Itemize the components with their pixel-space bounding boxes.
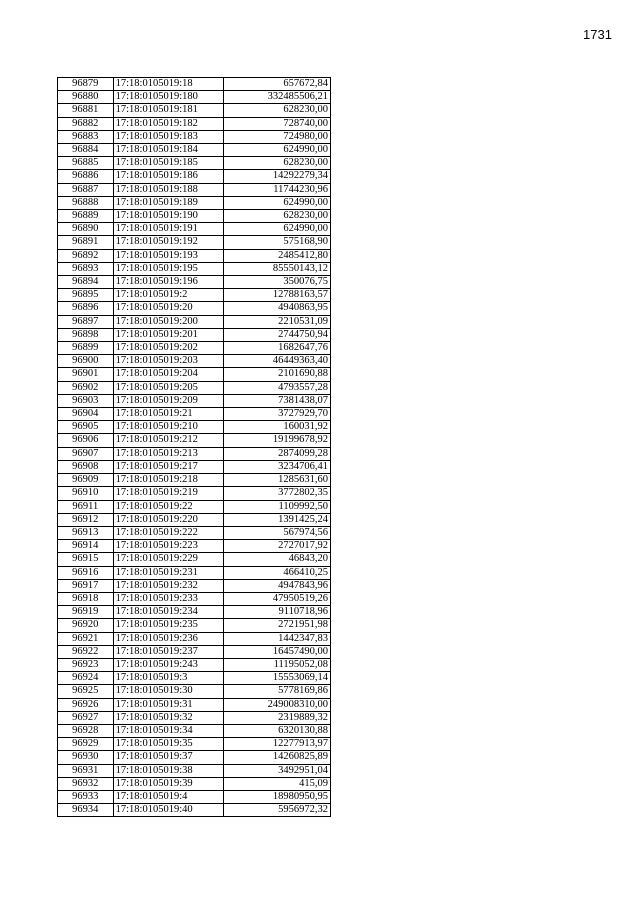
- cadastral-value: 332485506,21: [223, 91, 330, 104]
- cadastral-value: 14260825,89: [223, 751, 330, 764]
- row-number: 96883: [58, 130, 114, 143]
- row-number: 96879: [58, 78, 114, 91]
- cadastral-number: 17:18:0105019:4: [113, 790, 223, 803]
- cadastral-number: 17:18:0105019:192: [113, 236, 223, 249]
- table-row: [58, 658, 331, 671]
- table-row: [58, 724, 331, 737]
- cadastral-value: 567974,56: [223, 526, 330, 539]
- row-number: 96894: [58, 276, 114, 289]
- cadastral-number: 17:18:0105019:35: [113, 738, 223, 751]
- row-number: 96890: [58, 223, 114, 236]
- row-number: 96886: [58, 170, 114, 183]
- row-number: 96915: [58, 553, 114, 566]
- cadastral-value: 2744750,94: [223, 328, 330, 341]
- table-row: [58, 381, 331, 394]
- table-row: [58, 91, 331, 104]
- row-number: 96901: [58, 368, 114, 381]
- cadastral-number: 17:18:0105019:217: [113, 460, 223, 473]
- row-number: 96893: [58, 262, 114, 275]
- cadastral-value: 466410,25: [223, 566, 330, 579]
- table-row: [58, 738, 331, 751]
- cadastral-value: 2101690,88: [223, 368, 330, 381]
- row-number: 96918: [58, 592, 114, 605]
- cadastral-number: 17:18:0105019:190: [113, 210, 223, 223]
- cadastral-number: 17:18:0105019:21: [113, 408, 223, 421]
- table-row: [58, 672, 331, 685]
- table-row: [58, 421, 331, 434]
- table-row: [58, 170, 331, 183]
- cadastral-number: 17:18:0105019:37: [113, 751, 223, 764]
- row-number: 96882: [58, 117, 114, 130]
- cadastral-value: 160031,92: [223, 421, 330, 434]
- row-number: 96920: [58, 619, 114, 632]
- table-row: [58, 645, 331, 658]
- cadastral-value: 628230,00: [223, 210, 330, 223]
- cadastral-number: 17:18:0105019:191: [113, 223, 223, 236]
- row-number: 96930: [58, 751, 114, 764]
- cadastral-number: 17:18:0105019:196: [113, 276, 223, 289]
- table-row: [58, 368, 331, 381]
- table-row: [58, 777, 331, 790]
- table-row: [58, 210, 331, 223]
- cadastral-number: 17:18:0105019:184: [113, 144, 223, 157]
- row-number: 96910: [58, 487, 114, 500]
- table-row: [58, 315, 331, 328]
- cadastral-number: 17:18:0105019:188: [113, 183, 223, 196]
- row-number: 96887: [58, 183, 114, 196]
- row-number: 96891: [58, 236, 114, 249]
- cadastral-value: 2874099,28: [223, 447, 330, 460]
- page-number: 1731: [583, 27, 612, 42]
- row-number: 96932: [58, 777, 114, 790]
- cadastral-number: 17:18:0105019:213: [113, 447, 223, 460]
- row-number: 96926: [58, 698, 114, 711]
- cadastral-value: 3727929,70: [223, 408, 330, 421]
- table-row: [58, 276, 331, 289]
- row-number: 96904: [58, 408, 114, 421]
- row-number: 96916: [58, 566, 114, 579]
- cadastral-value: 2210531,09: [223, 315, 330, 328]
- cadastral-number: 17:18:0105019:31: [113, 698, 223, 711]
- cadastral-number: 17:18:0105019:222: [113, 526, 223, 539]
- cadastral-value: 4793557,28: [223, 381, 330, 394]
- cadastral-number: 17:18:0105019:18: [113, 78, 223, 91]
- table-row: [58, 157, 331, 170]
- cadastral-number: 17:18:0105019:183: [113, 130, 223, 143]
- cadastral-number: 17:18:0105019:3: [113, 672, 223, 685]
- table-row: [58, 130, 331, 143]
- cadastral-value: 249008310,00: [223, 698, 330, 711]
- cadastral-value: 728740,00: [223, 117, 330, 130]
- cadastral-number: 17:18:0105019:34: [113, 724, 223, 737]
- cadastral-number: 17:18:0105019:205: [113, 381, 223, 394]
- table-row: [58, 513, 331, 526]
- row-number: 96911: [58, 500, 114, 513]
- cadastral-number: 17:18:0105019:220: [113, 513, 223, 526]
- cadastral-value: 16457490,00: [223, 645, 330, 658]
- cadastral-number: 17:18:0105019:243: [113, 658, 223, 671]
- table-row: [58, 698, 331, 711]
- cadastral-value: 5778169,86: [223, 685, 330, 698]
- cadastral-number: 17:18:0105019:22: [113, 500, 223, 513]
- table-row: [58, 249, 331, 262]
- table-row: [58, 394, 331, 407]
- row-number: 96884: [58, 144, 114, 157]
- row-number: 96921: [58, 632, 114, 645]
- row-number: 96898: [58, 328, 114, 341]
- table-row: [58, 487, 331, 500]
- cadastral-value: 1109992,50: [223, 500, 330, 513]
- cadastral-number: 17:18:0105019:185: [113, 157, 223, 170]
- cadastral-value: 724980,00: [223, 130, 330, 143]
- cadastral-number: 17:18:0105019:189: [113, 196, 223, 209]
- cadastral-number: 17:18:0105019:210: [113, 421, 223, 434]
- table-body: [58, 78, 331, 817]
- cadastral-value: 3234706,41: [223, 460, 330, 473]
- cadastral-value: 1442347,83: [223, 632, 330, 645]
- cadastral-number: 17:18:0105019:234: [113, 606, 223, 619]
- table-row: [58, 447, 331, 460]
- cadastral-value: 624990,00: [223, 144, 330, 157]
- cadastral-value: 4947843,96: [223, 579, 330, 592]
- cadastral-number: 17:18:0105019:232: [113, 579, 223, 592]
- row-number: 96905: [58, 421, 114, 434]
- cadastral-value: 657672,84: [223, 78, 330, 91]
- row-number: 96896: [58, 302, 114, 315]
- cadastral-number: 17:18:0105019:236: [113, 632, 223, 645]
- cadastral-number: 17:18:0105019:20: [113, 302, 223, 315]
- row-number: 96907: [58, 447, 114, 460]
- table-row: [58, 408, 331, 421]
- row-number: 96880: [58, 91, 114, 104]
- table-row: [58, 685, 331, 698]
- row-number: 96919: [58, 606, 114, 619]
- cadastral-number: 17:18:0105019:231: [113, 566, 223, 579]
- table-row: [58, 262, 331, 275]
- cadastral-number: 17:18:0105019:235: [113, 619, 223, 632]
- row-number: 96934: [58, 804, 114, 817]
- row-number: 96888: [58, 196, 114, 209]
- row-number: 96925: [58, 685, 114, 698]
- cadastral-number: 17:18:0105019:218: [113, 474, 223, 487]
- cadastral-value: 12277913,97: [223, 738, 330, 751]
- table-row: [58, 632, 331, 645]
- row-number: 96902: [58, 381, 114, 394]
- table-row: [58, 500, 331, 513]
- cadastral-value: 415,09: [223, 777, 330, 790]
- cadastral-number: 17:18:0105019:39: [113, 777, 223, 790]
- cadastral-number: 17:18:0105019:32: [113, 711, 223, 724]
- cadastral-number: 17:18:0105019:181: [113, 104, 223, 117]
- cadastral-value: 1682647,76: [223, 342, 330, 355]
- cadastral-value: 2485412,80: [223, 249, 330, 262]
- cadastral-value-table: [57, 77, 331, 817]
- row-number: 96899: [58, 342, 114, 355]
- row-number: 96895: [58, 289, 114, 302]
- table-row: [58, 223, 331, 236]
- cadastral-value: 1391425,24: [223, 513, 330, 526]
- cadastral-value: 46843,20: [223, 553, 330, 566]
- cadastral-value: 19199678,92: [223, 434, 330, 447]
- row-number: 96881: [58, 104, 114, 117]
- row-number: 96931: [58, 764, 114, 777]
- cadastral-number: 17:18:0105019:201: [113, 328, 223, 341]
- cadastral-number: 17:18:0105019:180: [113, 91, 223, 104]
- cadastral-value: 11744230,96: [223, 183, 330, 196]
- table-row: [58, 566, 331, 579]
- cadastral-number: 17:18:0105019:186: [113, 170, 223, 183]
- table-row: [58, 328, 331, 341]
- table-row: [58, 104, 331, 117]
- table-row: [58, 144, 331, 157]
- row-number: 96906: [58, 434, 114, 447]
- row-number: 96912: [58, 513, 114, 526]
- table-row: [58, 474, 331, 487]
- cadastral-number: 17:18:0105019:195: [113, 262, 223, 275]
- row-number: 96900: [58, 355, 114, 368]
- cadastral-value: 6320130,88: [223, 724, 330, 737]
- cadastral-value: 628230,00: [223, 104, 330, 117]
- row-number: 96897: [58, 315, 114, 328]
- table-row: [58, 751, 331, 764]
- cadastral-number: 17:18:0105019:203: [113, 355, 223, 368]
- table-row: [58, 579, 331, 592]
- row-number: 96914: [58, 540, 114, 553]
- cadastral-value: 2727017,92: [223, 540, 330, 553]
- cadastral-number: 17:18:0105019:209: [113, 394, 223, 407]
- cadastral-value: 18980950,95: [223, 790, 330, 803]
- table-row: [58, 553, 331, 566]
- row-number: 96885: [58, 157, 114, 170]
- table-row: [58, 790, 331, 803]
- cadastral-value: 624990,00: [223, 223, 330, 236]
- cadastral-number: 17:18:0105019:38: [113, 764, 223, 777]
- cadastral-value: 15553069,14: [223, 672, 330, 685]
- cadastral-number: 17:18:0105019:229: [113, 553, 223, 566]
- table-row: [58, 434, 331, 447]
- row-number: 96903: [58, 394, 114, 407]
- cadastral-number: 17:18:0105019:212: [113, 434, 223, 447]
- table-row: [58, 540, 331, 553]
- row-number: 96928: [58, 724, 114, 737]
- table-row: [58, 289, 331, 302]
- table-row: [58, 460, 331, 473]
- row-number: 96892: [58, 249, 114, 262]
- cadastral-value: 1285631,60: [223, 474, 330, 487]
- row-number: 96889: [58, 210, 114, 223]
- table-row: [58, 355, 331, 368]
- table-row: [58, 764, 331, 777]
- cadastral-value: 350076,75: [223, 276, 330, 289]
- cadastral-number: 17:18:0105019:40: [113, 804, 223, 817]
- table-row: [58, 619, 331, 632]
- row-number: 96908: [58, 460, 114, 473]
- table-row: [58, 711, 331, 724]
- table-row: [58, 78, 331, 91]
- cadastral-value: 47950519,26: [223, 592, 330, 605]
- cadastral-value: 12788163,57: [223, 289, 330, 302]
- table-row: [58, 342, 331, 355]
- table-row: [58, 606, 331, 619]
- cadastral-value: 9110718,96: [223, 606, 330, 619]
- cadastral-value: 7381438,07: [223, 394, 330, 407]
- cadastral-number: 17:18:0105019:237: [113, 645, 223, 658]
- cadastral-value: 11195052,08: [223, 658, 330, 671]
- cadastral-value: 575168,90: [223, 236, 330, 249]
- row-number: 96929: [58, 738, 114, 751]
- cadastral-number: 17:18:0105019:202: [113, 342, 223, 355]
- cadastral-number: 17:18:0105019:182: [113, 117, 223, 130]
- row-number: 96924: [58, 672, 114, 685]
- cadastral-value: 3772802,35: [223, 487, 330, 500]
- table-row: [58, 804, 331, 817]
- table-row: [58, 183, 331, 196]
- table-row: [58, 236, 331, 249]
- cadastral-value: 2319889,32: [223, 711, 330, 724]
- cadastral-number: 17:18:0105019:219: [113, 487, 223, 500]
- cadastral-number: 17:18:0105019:193: [113, 249, 223, 262]
- cadastral-number: 17:18:0105019:204: [113, 368, 223, 381]
- row-number: 96913: [58, 526, 114, 539]
- cadastral-number: 17:18:0105019:233: [113, 592, 223, 605]
- cadastral-value: 14292279,34: [223, 170, 330, 183]
- table-row: [58, 302, 331, 315]
- cadastral-number: 17:18:0105019:30: [113, 685, 223, 698]
- cadastral-value: 5956972,32: [223, 804, 330, 817]
- table-row: [58, 117, 331, 130]
- row-number: 96922: [58, 645, 114, 658]
- cadastral-number: 17:18:0105019:223: [113, 540, 223, 553]
- cadastral-value: 628230,00: [223, 157, 330, 170]
- row-number: 96933: [58, 790, 114, 803]
- cadastral-value: 46449363,40: [223, 355, 330, 368]
- row-number: 96923: [58, 658, 114, 671]
- cadastral-number: 17:18:0105019:200: [113, 315, 223, 328]
- row-number: 96917: [58, 579, 114, 592]
- table-row: [58, 196, 331, 209]
- row-number: 96909: [58, 474, 114, 487]
- cadastral-number: 17:18:0105019:2: [113, 289, 223, 302]
- row-number: 96927: [58, 711, 114, 724]
- table-row: [58, 526, 331, 539]
- cadastral-value: 85550143,12: [223, 262, 330, 275]
- cadastral-value: 4940863,95: [223, 302, 330, 315]
- cadastral-value: 624990,00: [223, 196, 330, 209]
- cadastral-value: 2721951,98: [223, 619, 330, 632]
- table-row: [58, 592, 331, 605]
- cadastral-value: 3492951,04: [223, 764, 330, 777]
